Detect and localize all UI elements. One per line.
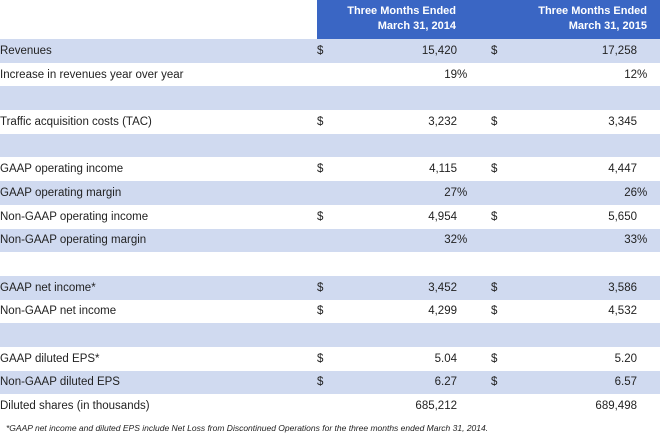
currency-symbol: $ — [491, 157, 509, 181]
value-2014: 5.04 — [335, 347, 457, 371]
currency-symbol: $ — [317, 300, 335, 324]
row-label: Traffic acquisition costs (TAC) — [0, 110, 317, 134]
value-2014: 32 — [335, 229, 457, 253]
percent-sign — [637, 110, 660, 134]
currency-symbol: $ — [317, 371, 335, 395]
currency-symbol — [491, 252, 509, 276]
percent-sign — [637, 347, 660, 371]
percent-sign — [637, 323, 660, 347]
table-row — [0, 181, 660, 205]
percent-sign — [457, 300, 491, 324]
currency-symbol: $ — [317, 39, 335, 63]
currency-symbol — [491, 229, 509, 253]
percent-sign: % — [457, 229, 491, 253]
value-2014: 4,299 — [335, 300, 457, 324]
row-label: Increase in revenues year over year — [0, 63, 317, 87]
currency-symbol: $ — [491, 39, 509, 63]
table-row — [0, 110, 660, 134]
value-2015: 17,258 — [509, 39, 637, 63]
percent-sign — [637, 134, 660, 158]
row-label: Non-GAAP diluted EPS — [0, 371, 317, 395]
row-label: GAAP diluted EPS* — [0, 347, 317, 371]
percent-sign — [457, 205, 491, 229]
currency-symbol — [491, 134, 509, 158]
value-2015: 689,498 — [509, 394, 637, 418]
currency-symbol — [317, 229, 335, 253]
percent-sign — [637, 39, 660, 63]
percent-sign — [457, 110, 491, 134]
value-2014 — [335, 252, 457, 276]
value-2015: 5,650 — [509, 205, 637, 229]
value-2014: 6.27 — [335, 371, 457, 395]
row-label: GAAP operating income — [0, 157, 317, 181]
table-row — [0, 371, 660, 395]
percent-sign — [457, 86, 491, 110]
value-2015: 4,447 — [509, 157, 637, 181]
value-2015: 3,345 — [509, 110, 637, 134]
value-2014: 27 — [335, 181, 457, 205]
header-blank-cell — [0, 0, 317, 39]
currency-symbol: $ — [491, 110, 509, 134]
row-label: Non-GAAP operating margin — [0, 229, 317, 253]
value-2015 — [509, 134, 637, 158]
percent-sign — [637, 86, 660, 110]
table-row — [0, 252, 660, 276]
table-row — [0, 300, 660, 324]
row-label — [0, 134, 317, 158]
value-2015: 6.57 — [509, 371, 637, 395]
percent-sign — [457, 394, 491, 418]
percent-sign — [457, 371, 491, 395]
currency-symbol — [491, 323, 509, 347]
currency-symbol — [317, 63, 335, 87]
currency-symbol: $ — [317, 110, 335, 134]
percent-sign: % — [457, 181, 491, 205]
value-2015: 5.20 — [509, 347, 637, 371]
row-label: Revenues — [0, 39, 317, 63]
value-2014: 685,212 — [335, 394, 457, 418]
table-row — [0, 39, 660, 63]
header-q1-2015-line2: March 31, 2015 — [568, 20, 647, 32]
percent-sign — [457, 39, 491, 63]
currency-symbol — [317, 86, 335, 110]
currency-symbol — [317, 323, 335, 347]
table-header — [0, 0, 660, 39]
percent-sign — [637, 205, 660, 229]
row-label: GAAP operating margin — [0, 181, 317, 205]
header-q1-2014 — [317, 0, 491, 39]
currency-symbol — [491, 63, 509, 87]
percent-sign — [457, 276, 491, 300]
row-label: Diluted shares (in thousands) — [0, 394, 317, 418]
percent-sign — [457, 157, 491, 181]
value-2015: 3,586 — [509, 276, 637, 300]
value-2014: 15,420 — [335, 39, 457, 63]
value-2014 — [335, 323, 457, 347]
header-q1-2014-line2: March 31, 2014 — [377, 20, 456, 32]
percent-sign — [457, 347, 491, 371]
row-label — [0, 252, 317, 276]
value-2015: 26 — [509, 181, 637, 205]
row-label — [0, 86, 317, 110]
percent-sign — [457, 252, 491, 276]
percent-sign — [457, 323, 491, 347]
currency-symbol — [317, 134, 335, 158]
currency-symbol: $ — [491, 347, 509, 371]
value-2014 — [335, 134, 457, 158]
percent-sign: % — [637, 181, 660, 205]
value-2014: 19 — [335, 63, 457, 87]
table-row — [0, 205, 660, 229]
value-2014: 4,115 — [335, 157, 457, 181]
value-2015 — [509, 252, 637, 276]
currency-symbol: $ — [317, 157, 335, 181]
currency-symbol: $ — [491, 205, 509, 229]
table-row — [0, 63, 660, 87]
header-q1-2014-line1: Three Months Ended — [347, 5, 456, 17]
row-label: Non-GAAP net income — [0, 300, 317, 324]
table-row — [0, 323, 660, 347]
value-2015: 33 — [509, 229, 637, 253]
table-row — [0, 86, 660, 110]
value-2015: 12 — [509, 63, 637, 87]
percent-sign: % — [637, 63, 660, 87]
percent-sign — [637, 157, 660, 181]
table-row — [0, 276, 660, 300]
value-2015: 4,532 — [509, 300, 637, 324]
currency-symbol: $ — [491, 300, 509, 324]
currency-symbol — [317, 181, 335, 205]
percent-sign — [637, 371, 660, 395]
table-row — [0, 157, 660, 181]
footnote: *GAAP net income and diluted EPS include Net Loss from Discontinued Operations for the three months ended March 31, 2014. — [6, 423, 489, 433]
currency-symbol — [317, 252, 335, 276]
header-q1-2015 — [491, 0, 660, 39]
table-row — [0, 229, 660, 253]
percent-sign: % — [637, 229, 660, 253]
percent-sign — [637, 276, 660, 300]
currency-symbol: $ — [317, 205, 335, 229]
header-q1-2015-line1: Three Months Ended — [538, 5, 647, 17]
percent-sign — [637, 300, 660, 324]
currency-symbol — [491, 86, 509, 110]
percent-sign: % — [457, 63, 491, 87]
currency-symbol — [491, 181, 509, 205]
currency-symbol — [317, 394, 335, 418]
value-2014: 3,232 — [335, 110, 457, 134]
row-label: Non-GAAP operating income — [0, 205, 317, 229]
value-2015 — [509, 323, 637, 347]
percent-sign — [637, 394, 660, 418]
row-label: GAAP net income* — [0, 276, 317, 300]
table-row — [0, 134, 660, 158]
currency-symbol: $ — [491, 371, 509, 395]
value-2015 — [509, 86, 637, 110]
currency-symbol — [491, 394, 509, 418]
row-label — [0, 323, 317, 347]
percent-sign — [457, 134, 491, 158]
table-row — [0, 347, 660, 371]
table-row — [0, 394, 660, 418]
currency-symbol: $ — [317, 276, 335, 300]
value-2014: 3,452 — [335, 276, 457, 300]
currency-symbol: $ — [317, 347, 335, 371]
currency-symbol: $ — [491, 276, 509, 300]
value-2014 — [335, 86, 457, 110]
value-2014: 4,954 — [335, 205, 457, 229]
financial-table — [0, 39, 660, 418]
percent-sign — [637, 252, 660, 276]
